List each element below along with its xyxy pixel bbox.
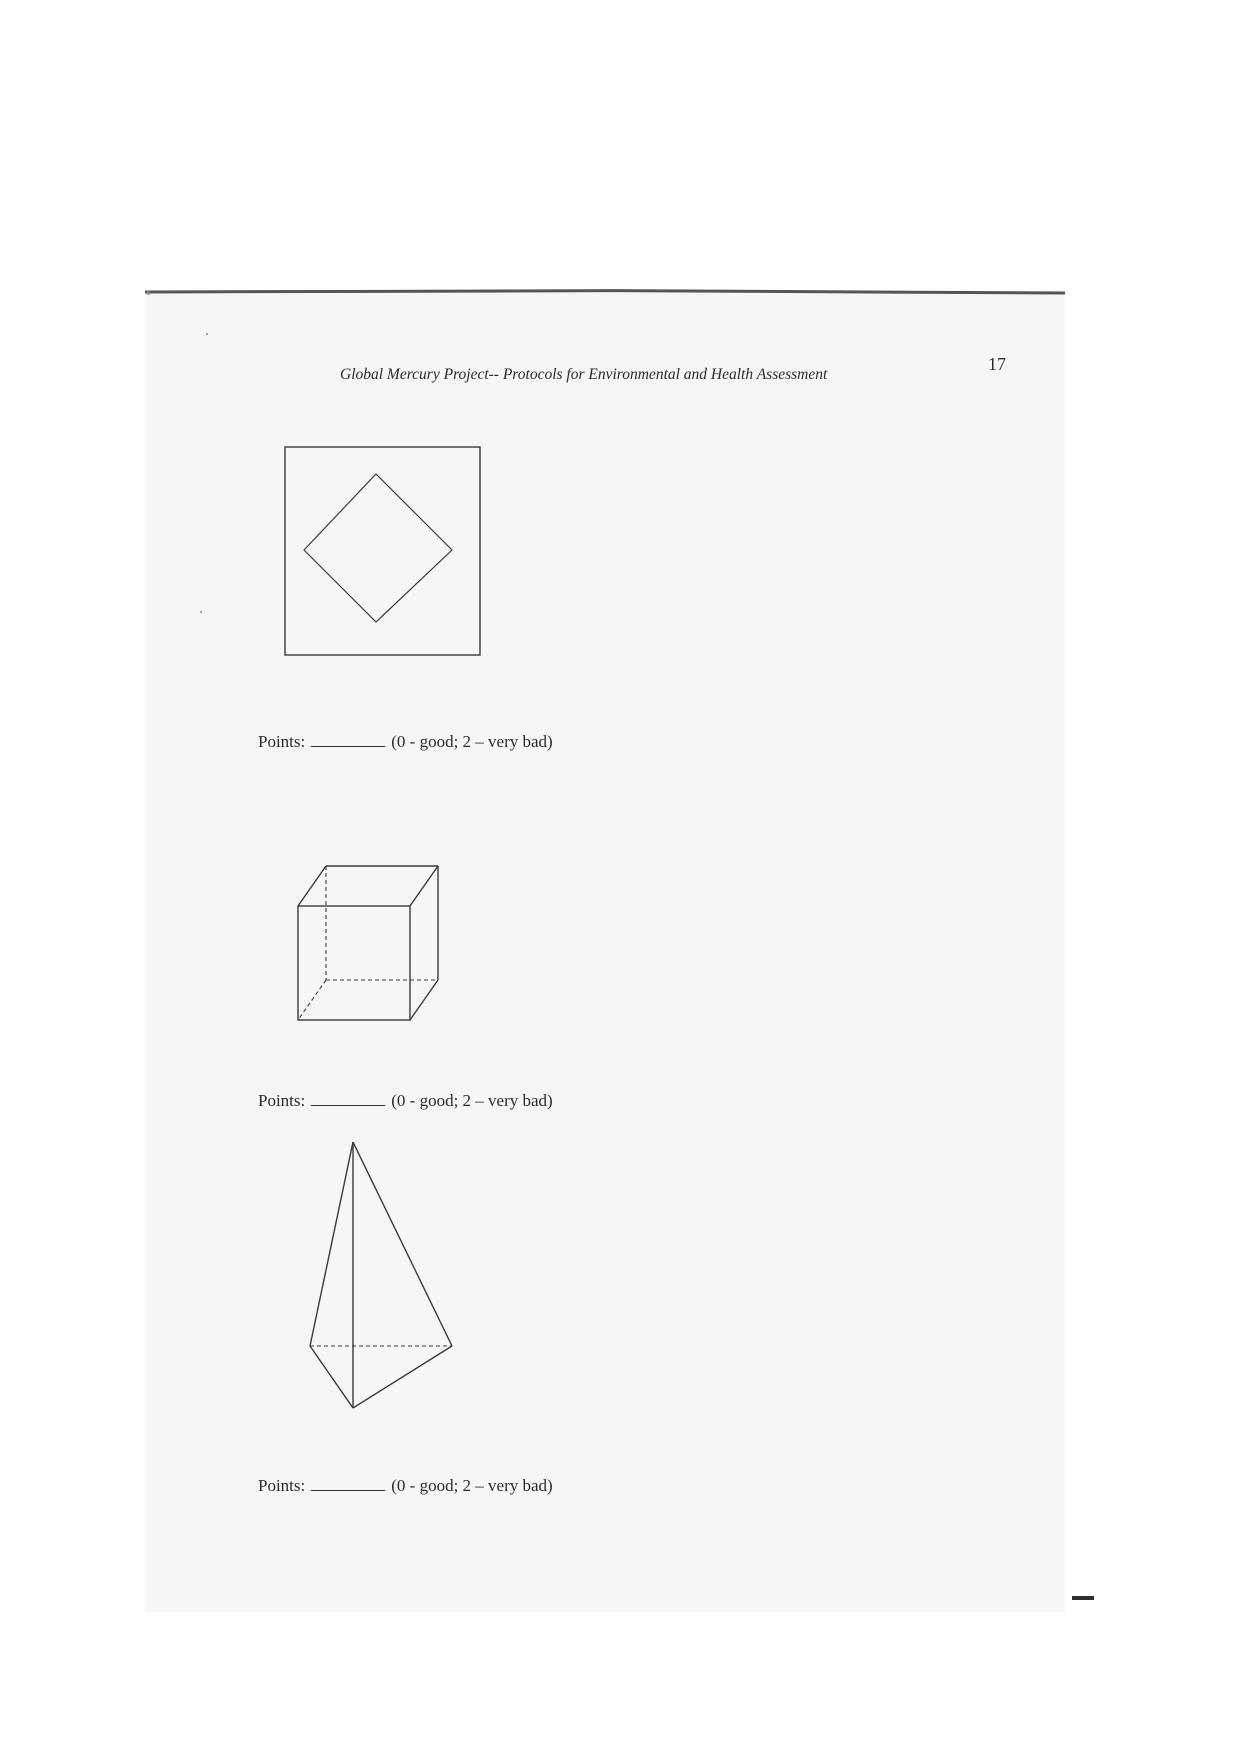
points-line-1 bbox=[258, 732, 553, 752]
scale-text: (0 - good; 2 – very bad) bbox=[391, 1476, 553, 1495]
cube-edge bbox=[410, 866, 438, 906]
points-label: Points: bbox=[258, 732, 306, 751]
cube-front-face bbox=[298, 906, 410, 1020]
figure-pyramid bbox=[306, 1138, 456, 1414]
figure-diamond-in-square bbox=[284, 446, 484, 658]
cube-edge bbox=[298, 866, 326, 906]
page-number: 17 bbox=[988, 354, 1006, 374]
inner-diamond bbox=[304, 474, 452, 622]
points-line-3 bbox=[258, 1476, 553, 1496]
points-label: Points: bbox=[258, 1091, 306, 1110]
points-line-2 bbox=[258, 1091, 553, 1111]
figure-cube bbox=[296, 862, 446, 1028]
scale-text: (0 - good; 2 – very bad) bbox=[391, 732, 553, 751]
scale-text: (0 - good; 2 – very bad) bbox=[391, 1091, 553, 1110]
cube-hidden-edge bbox=[298, 980, 326, 1020]
scan-speck bbox=[206, 333, 208, 335]
margin-mark bbox=[1072, 1596, 1094, 1600]
points-blank[interactable] bbox=[311, 1105, 385, 1106]
pyramid-edge bbox=[353, 1346, 452, 1408]
scan-speck bbox=[147, 291, 150, 295]
running-header: Global Mercury Project-- Protocols for Environmental and Health Assessment bbox=[340, 366, 828, 383]
page-sheet bbox=[145, 292, 1065, 1612]
cube-edge bbox=[410, 980, 438, 1020]
top-rule bbox=[145, 289, 1065, 295]
points-label: Points: bbox=[258, 1476, 306, 1495]
pyramid-edge bbox=[310, 1346, 353, 1408]
pyramid-edge bbox=[353, 1142, 452, 1346]
pyramid-edge bbox=[310, 1142, 353, 1346]
points-blank[interactable] bbox=[311, 746, 385, 747]
points-blank[interactable] bbox=[311, 1490, 385, 1491]
scan-speck bbox=[200, 611, 202, 613]
